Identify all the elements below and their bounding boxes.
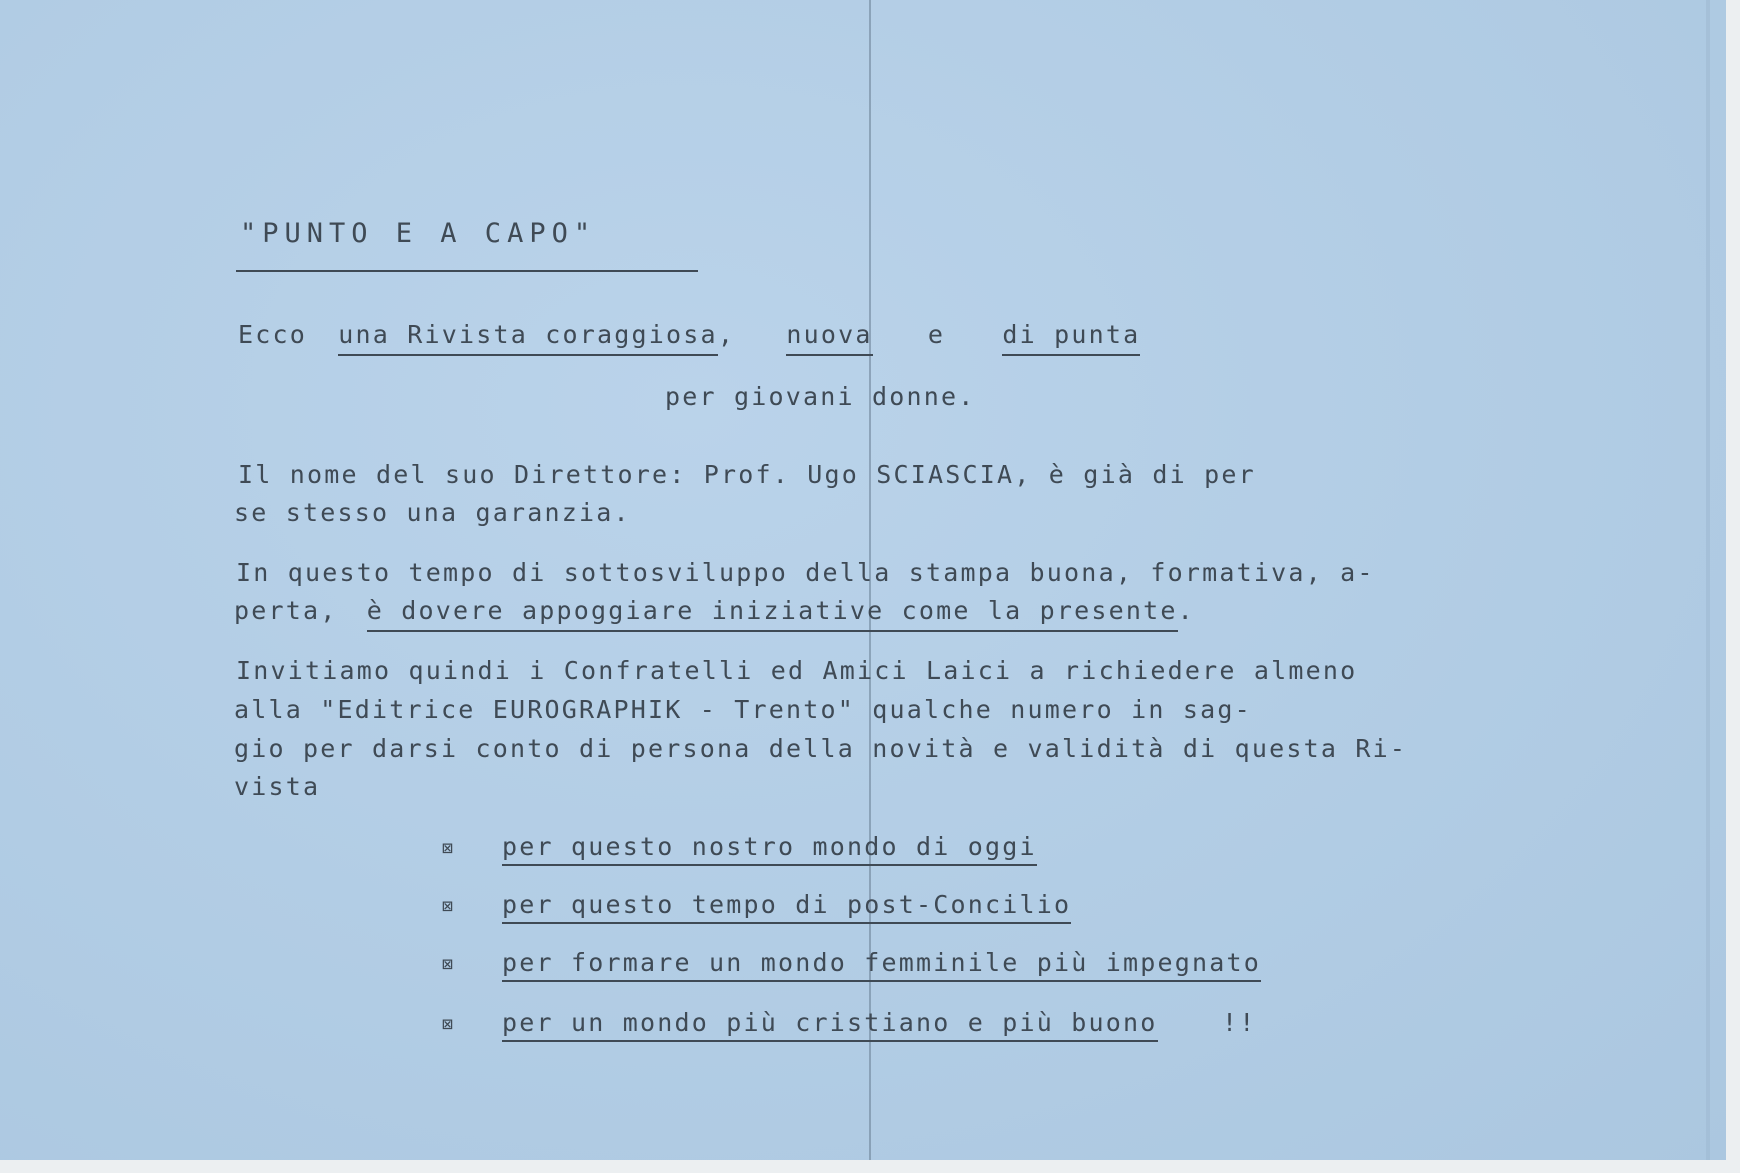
- bullet-marker-icon: ⊠: [442, 838, 453, 859]
- intro-comma: ,: [717, 320, 736, 349]
- document-title: "PUNTO E A CAPO": [240, 218, 597, 249]
- paragraph2-line-1: In questo tempo di sottosviluppo della stampa buona, formativa, a-: [236, 558, 1375, 587]
- paragraph3-line-2: alla "Editrice EUROGRAPHIK - Trento" qualche numero in sag-: [234, 695, 1252, 724]
- intro-line-1: [238, 322, 1140, 347]
- intro-di-punta: di punta: [1002, 320, 1140, 356]
- director-text-1: Il nome del suo Direttore: Prof. Ugo SCIASCIA, è già di per: [238, 460, 1256, 489]
- bullet-marker-icon: ⊠: [442, 896, 453, 917]
- paragraph2-start: perta,: [234, 596, 338, 625]
- intro-nuova: nuova: [786, 320, 872, 356]
- paragraph2-end: .: [1177, 596, 1195, 625]
- bullet-item-1: per questo nostro mondo di oggi: [502, 834, 1037, 866]
- paragraph3-line-1: Invitiamo quindi i Confratelli ed Amici Laici a richiedere almeno: [236, 656, 1358, 685]
- intro-rivista: una Rivista coraggiosa: [338, 320, 718, 356]
- bullet-item-2: per questo tempo di post-Concilio: [502, 892, 1071, 924]
- director-line-1: [238, 462, 1456, 487]
- bullet-item-3: per formare un mondo femminile più impegnato: [502, 950, 1261, 982]
- paragraph3-line-3: gio per darsi conto di persona della novità e validità di questa Ri-: [234, 734, 1408, 763]
- bullet-item-4-exclaim: !!: [1222, 1008, 1257, 1037]
- director-line-2: se stesso una garanzia.: [234, 498, 631, 527]
- paragraph3-line-4: vista: [234, 772, 321, 801]
- bullet-marker-icon: ⊠: [442, 1014, 453, 1035]
- paragraph2-underlined: è dovere appoggiare iniziative come la presente: [367, 596, 1178, 632]
- intro-line-2: per giovani donne.: [665, 382, 976, 411]
- title-underline: [236, 270, 698, 272]
- bullet-item-4: per un mondo più cristiano e più buono: [502, 1010, 1158, 1042]
- paper-edge: [1706, 0, 1710, 1160]
- intro-ecco: Ecco: [238, 320, 308, 349]
- paragraph2-line-2: [234, 598, 1195, 623]
- bullet-marker-icon: ⊠: [442, 954, 453, 975]
- intro-e: e: [927, 320, 946, 349]
